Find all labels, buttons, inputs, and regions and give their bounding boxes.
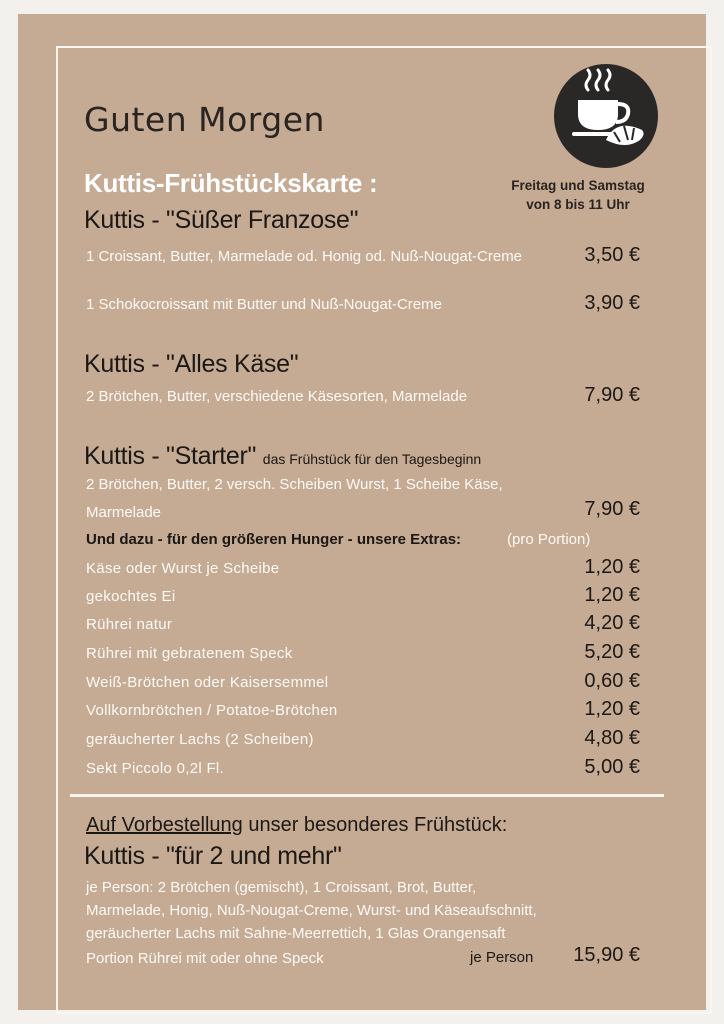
menu-item-price: 3,90 € <box>584 292 640 314</box>
extra-item-price: 5,20 € <box>584 641 640 663</box>
section-title-starter <box>84 442 481 471</box>
extra-item-text: Rührei mit gebratenem Speck <box>86 645 293 662</box>
extra-item-price: 5,00 € <box>584 756 640 778</box>
opening-days: Freitag und Samstag <box>511 178 645 193</box>
extra-item-price: 4,20 € <box>584 612 640 634</box>
extra-item-text: Vollkornbrötchen / Potatoe-Brötchen <box>86 702 338 719</box>
section-title-alles-kaese: Kuttis - "Alles Käse" <box>84 350 299 378</box>
extra-item-text: Sekt Piccolo 0,2l Fl. <box>86 760 225 777</box>
starter-tagline: das Frühstück für den Tagesbeginn <box>262 451 482 467</box>
coffee-croissant-icon <box>554 64 658 168</box>
extra-item-price: 0,60 € <box>584 670 640 692</box>
extra-item-text: gekochtes Ei <box>86 588 176 605</box>
opening-hours <box>496 176 660 214</box>
menu-item-price: 7,90 € <box>584 384 640 406</box>
extra-item-text: Rührei natur <box>86 616 173 633</box>
special-text: geräucherter Lachs mit Sahne-Meerrettich, 1 Glas Orangensaft <box>86 925 506 942</box>
menu-item-price: 3,50 € <box>584 244 640 266</box>
opening-time: von 8 bis 11 Uhr <box>526 197 630 212</box>
preorder-heading <box>86 814 507 837</box>
extra-item-price: 1,20 € <box>584 556 640 578</box>
starter-title: Kuttis - "Starter" <box>84 442 257 470</box>
menu-item-text: 2 Brötchen, Butter, verschiedene Käsesorten, Marmelade <box>86 388 468 405</box>
special-text: je Person: 2 Brötchen (gemischt), 1 Croissant, Brot, Butter, <box>86 879 477 896</box>
section-title-fuer-2: Kuttis - "für 2 und mehr" <box>84 842 342 870</box>
section-title-suesser-franzose: Kuttis - "Süßer Franzose" <box>84 206 359 234</box>
preorder-rest: unser besonderes Frühstück: <box>242 814 508 836</box>
menu-item-text: Marmelade <box>86 504 162 521</box>
menu-item-text: 1 Schokocroissant mit Butter und Nuß-Nougat-Creme <box>86 296 442 313</box>
extra-item-text: geräucherter Lachs (2 Scheiben) <box>86 731 314 748</box>
per-person-label: je Person <box>470 949 534 966</box>
menu-item-text: 1 Croissant, Butter, Marmelade od. Honig od. Nuß-Nougat-Creme <box>86 248 523 265</box>
extra-item-price: 4,80 € <box>584 727 640 749</box>
extra-item-text: Weiß-Brötchen oder Kaisersemmel <box>86 674 329 691</box>
preorder-underlined: Auf Vorbestellung <box>86 814 243 836</box>
extra-item-text: Käse oder Wurst je Scheibe <box>86 560 280 577</box>
section-divider <box>70 794 664 797</box>
extras-intro: Und dazu - für den größeren Hunger - unsere Extras: <box>86 531 462 548</box>
extra-item-price: 1,20 € <box>584 584 640 606</box>
extras-note: (pro Portion) <box>507 531 591 548</box>
page-title: Guten Morgen <box>84 100 325 139</box>
extra-item-price: 1,20 € <box>584 698 640 720</box>
menu-subtitle: Kuttis-Frühstückskarte : <box>84 168 378 198</box>
special-text: Marmelade, Honig, Nuß-Nougat-Creme, Wurst- und Käseaufschnitt, <box>86 902 537 919</box>
menu-item-price: 7,90 € <box>584 498 640 520</box>
special-text: Portion Rührei mit oder ohne Speck <box>86 950 324 967</box>
special-price: 15,90 € <box>573 944 640 966</box>
menu-item-text: 2 Brötchen, Butter, 2 versch. Scheiben Wurst, 1 Scheibe Käse, <box>86 476 503 493</box>
